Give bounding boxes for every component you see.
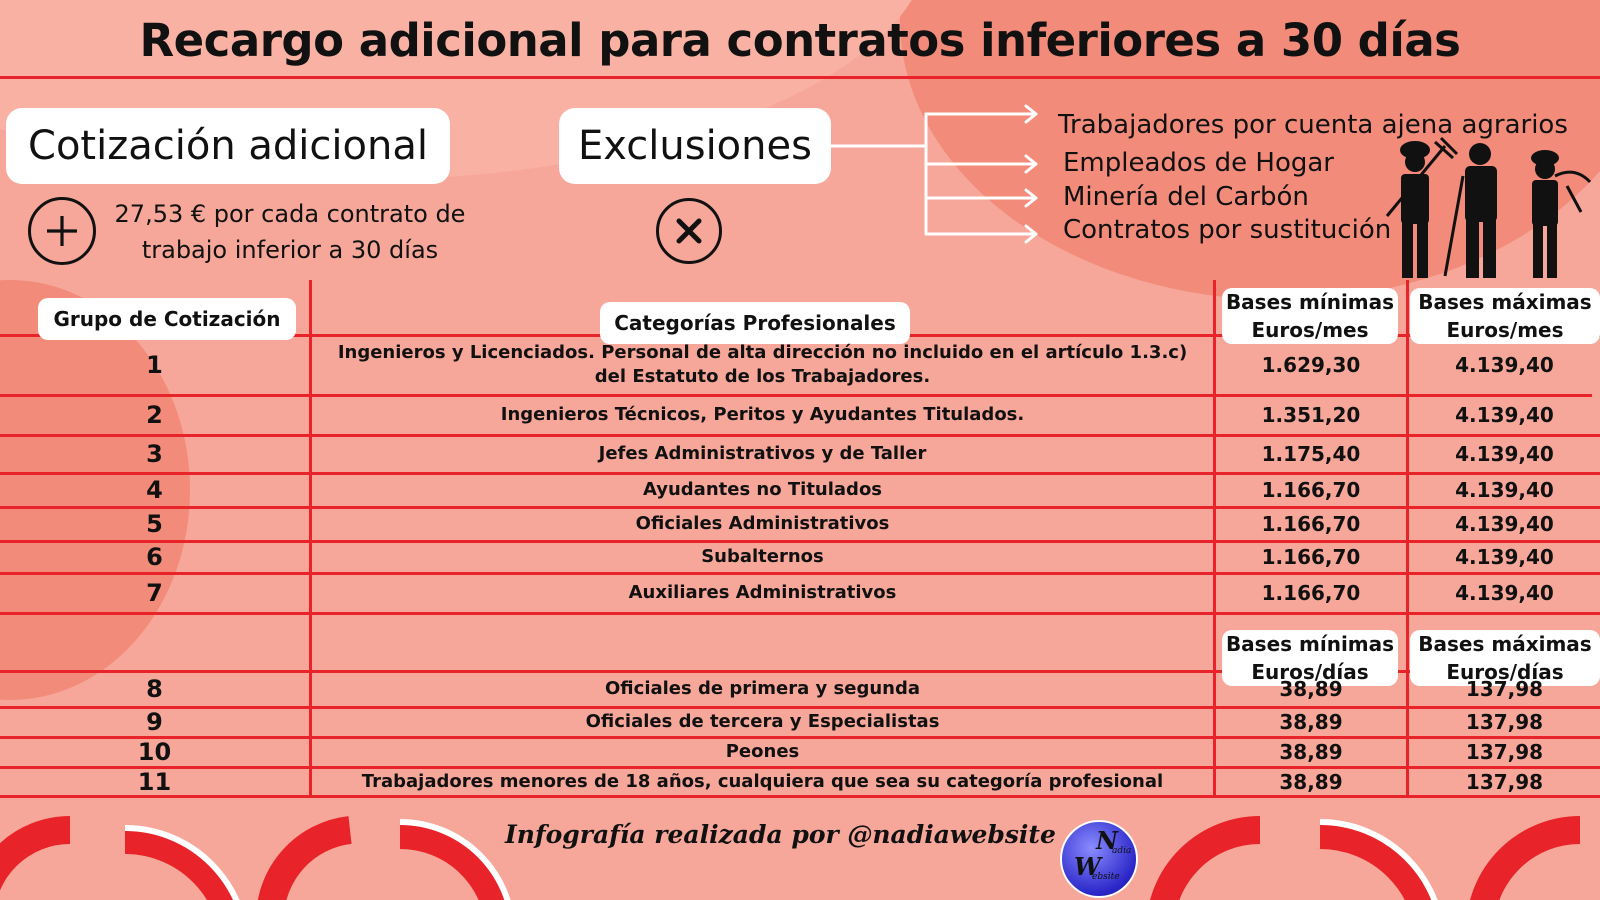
cotizacion-line-1: 27,53 € por cada contrato de xyxy=(114,200,466,228)
base-minima-cell: 38,89 xyxy=(1279,740,1343,764)
base-minima-cell: 1.166,70 xyxy=(1261,478,1361,502)
categoria-cell xyxy=(312,436,1213,472)
header-line: Euros/mes xyxy=(1446,318,1564,342)
grupo-cell: 8 xyxy=(146,675,163,703)
categoria-cell xyxy=(312,396,1213,434)
header-line: Euros/días xyxy=(1446,660,1564,684)
base-minima-cell: 1.166,70 xyxy=(1261,581,1361,605)
logo-letter: W xyxy=(1074,852,1101,881)
header-line: Euros/días xyxy=(1251,660,1369,684)
exclusion-item: Minería del Carbón xyxy=(1063,182,1309,212)
categoria-line: del Estatuto de los Trabajadores. xyxy=(594,366,931,387)
plus-icon xyxy=(28,197,96,265)
base-minima-cell: 38,89 xyxy=(1279,769,1343,794)
categoria-cell xyxy=(312,574,1213,612)
categoria-line: Oficiales de primera y segunda xyxy=(605,678,920,699)
base-maxima-cell: 4.139,40 xyxy=(1455,442,1554,466)
table-divider xyxy=(0,795,1600,798)
header-categorias: Categorías Profesionales xyxy=(600,302,910,344)
grupo-cell: 6 xyxy=(146,543,163,571)
exclusion-item: Trabajadores por cuenta ajena agrarios xyxy=(1058,110,1568,140)
categoria-line: Jefes Administrativos y de Taller xyxy=(598,443,927,464)
base-maxima-cell: 4.139,40 xyxy=(1455,353,1554,377)
title-underline xyxy=(0,76,1600,79)
base-minima-cell: 38,89 xyxy=(1279,710,1343,734)
categoria-line: Trabajadores menores de 18 años, cualquiera que sea su categoría profesional xyxy=(361,770,1164,792)
grupo-cell: 4 xyxy=(146,476,163,504)
categoria-line: Oficiales de tercera y Especialistas xyxy=(585,711,940,732)
base-minima-cell: 1.351,20 xyxy=(1261,403,1361,427)
logo-letter: N xyxy=(1096,826,1118,855)
grupo-cell: 2 xyxy=(146,401,163,429)
base-maxima-cell: 4.139,40 xyxy=(1455,403,1554,427)
categoria-cell xyxy=(312,708,1213,736)
categoria-line: Peones xyxy=(725,741,800,762)
cotizacion-description xyxy=(104,196,476,268)
categoria-line: Ayudantes no Titulados xyxy=(642,479,883,500)
categoria-cell xyxy=(312,738,1213,766)
exclusiones-pill: Exclusiones xyxy=(559,108,831,184)
header-line: Bases mínimas xyxy=(1225,632,1395,656)
categoria-line: Auxiliares Administrativos xyxy=(628,582,897,603)
cotizacion-line-2: trabajo inferior a 30 días xyxy=(141,236,439,264)
exclusion-item: Empleados de Hogar xyxy=(1063,148,1334,178)
base-maxima-cell: 4.139,40 xyxy=(1455,581,1554,605)
base-maxima-cell: 137,98 xyxy=(1465,740,1544,764)
base-maxima-cell: 4.139,40 xyxy=(1455,512,1554,536)
nadiawebsite-logo xyxy=(1060,820,1138,898)
cotizacion-pill: Cotización adicional xyxy=(6,108,450,184)
categoria-cell xyxy=(312,672,1213,706)
page-title: Recargo adicional para contratos inferiores a 30 días xyxy=(139,14,1461,67)
categoria-cell xyxy=(312,508,1213,540)
categoria-cell xyxy=(312,474,1213,506)
logo-letter: ebsite xyxy=(1092,872,1120,882)
grupo-cell: 11 xyxy=(137,767,172,796)
categoria-line: Subalternos xyxy=(701,546,824,567)
base-minima-cell: 1.175,40 xyxy=(1261,442,1361,466)
exclusion-arrows xyxy=(830,100,1050,260)
base-minima-cell: 1.629,30 xyxy=(1261,353,1361,377)
base-maxima-cell: 137,98 xyxy=(1465,677,1544,701)
header-grupo: Grupo de Cotización xyxy=(38,298,296,340)
footer-credit: Infografía realizada por @nadiawebsite xyxy=(505,820,1056,849)
grupo-cell: 1 xyxy=(146,351,163,379)
categoria-cell xyxy=(312,768,1213,795)
base-minima-cell: 1.166,70 xyxy=(1261,512,1361,536)
base-minima-cell: 1.166,70 xyxy=(1261,545,1361,569)
decorative-arcs xyxy=(0,800,1600,900)
base-maxima-cell: 137,98 xyxy=(1465,769,1544,794)
grupo-cell: 9 xyxy=(146,708,163,736)
categoria-cell xyxy=(312,542,1213,572)
header-line: Bases mínimas xyxy=(1225,290,1395,314)
table-divider xyxy=(0,612,1600,615)
header-line: Euros/mes xyxy=(1251,318,1369,342)
grupo-cell: 5 xyxy=(146,510,163,538)
logo-letter: adia xyxy=(1112,846,1132,856)
x-circle-icon xyxy=(656,198,722,264)
header-line: Bases máximas xyxy=(1418,632,1592,656)
base-maxima-cell: 4.139,40 xyxy=(1455,545,1554,569)
base-maxima-cell: 137,98 xyxy=(1465,710,1544,734)
base-maxima-cell: 4.139,40 xyxy=(1455,478,1554,502)
exclusion-item: Contratos por sustitución xyxy=(1063,215,1392,245)
workers-silhouette-icon xyxy=(1385,136,1600,284)
header-line: Bases máximas xyxy=(1418,290,1592,314)
base-minima-cell: 38,89 xyxy=(1279,677,1343,701)
grupo-cell: 7 xyxy=(146,579,163,607)
categoria-line: Ingenieros y Licenciados. Personal de alta dirección no incluido en el artículo 1.3.c) xyxy=(337,342,1188,363)
grupo-cell: 10 xyxy=(137,738,172,766)
categoria-line: Oficiales Administrativos xyxy=(635,513,890,534)
categoria-cell xyxy=(312,336,1213,394)
grupo-cell: 3 xyxy=(146,440,163,468)
categoria-line: Ingenieros Técnicos, Peritos y Ayudantes Titulados. xyxy=(500,404,1025,425)
